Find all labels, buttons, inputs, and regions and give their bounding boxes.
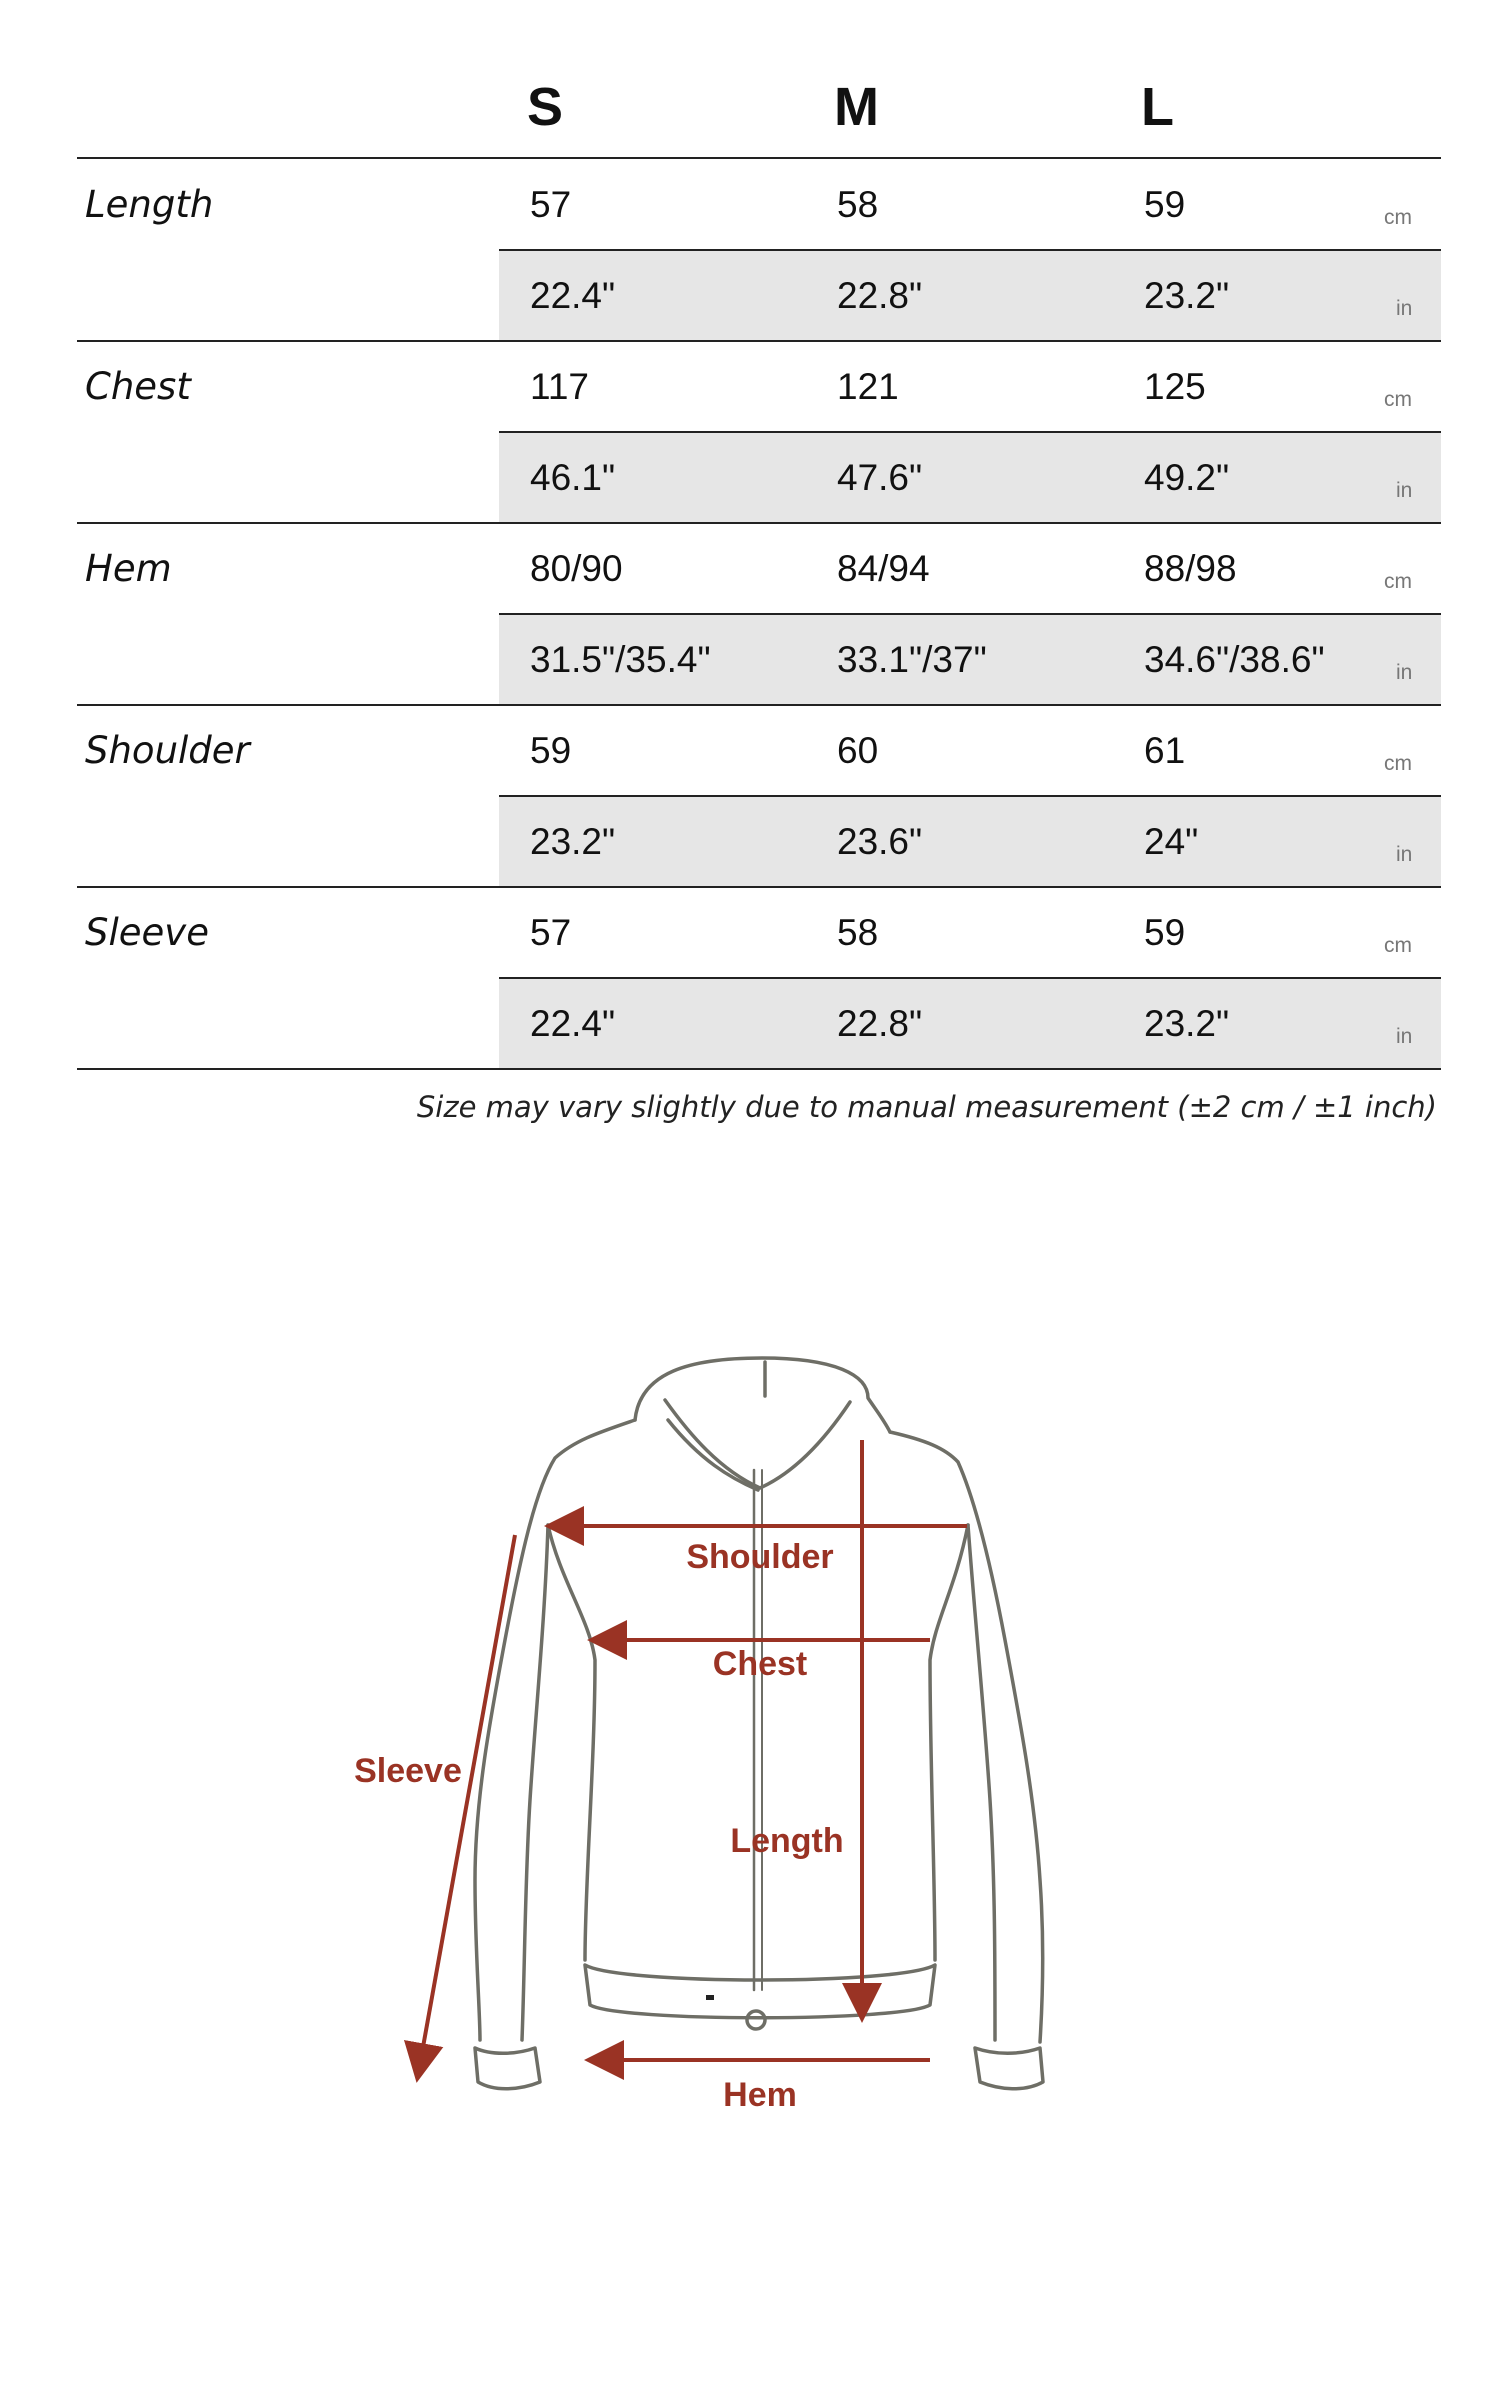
inch-value-l: 49.2"	[1144, 457, 1230, 498]
inch-row-shade	[499, 251, 1441, 340]
cm-value-l: 88/98	[1144, 548, 1237, 589]
inch-value-l: 23.2"	[1144, 275, 1230, 316]
inch-value-s: 46.1"	[530, 457, 616, 498]
cm-value-l: 61	[1144, 730, 1186, 771]
inch-value-m: 22.8"	[837, 1003, 923, 1044]
size-header-s: S	[527, 77, 564, 137]
table-top-divider	[77, 157, 1441, 159]
unit-cm: cm	[1384, 934, 1412, 957]
hem-label: Hem	[723, 2076, 797, 2114]
hoodie-measurement-diagram	[0, 1300, 1500, 2150]
inch-row-shade	[499, 979, 1441, 1068]
measure-label: Chest	[85, 365, 191, 408]
unit-cm: cm	[1384, 570, 1412, 593]
measure-label: Length	[85, 183, 214, 226]
cm-value-s: 117	[530, 366, 589, 407]
group-divider	[77, 886, 1441, 888]
inch-row-shade	[499, 433, 1441, 522]
cm-value-s: 57	[530, 184, 572, 225]
right-body-side	[930, 1525, 968, 1960]
hood-opening	[665, 1400, 850, 1488]
right-cuff	[975, 2048, 1043, 2089]
measure-label: Shoulder	[85, 729, 250, 772]
measure-label: Hem	[85, 547, 172, 590]
cm-value-m: 84/94	[837, 548, 930, 589]
shoulder-label: Shoulder	[686, 1538, 834, 1576]
zipper-pull	[747, 2011, 765, 2029]
cm-value-s: 57	[530, 912, 572, 953]
length-label: Length	[730, 1822, 844, 1860]
left-cuff	[475, 2048, 540, 2089]
cm-value-l: 59	[1144, 184, 1186, 225]
unit-in: in	[1396, 297, 1413, 320]
cm-value-m: 60	[837, 730, 879, 771]
sleeve-arrow	[418, 1535, 515, 2075]
size-header-m: M	[834, 77, 879, 137]
right-sleeve-outline	[890, 1432, 1043, 2042]
cm-value-l: 59	[1144, 912, 1186, 953]
inch-value-m: 33.1"/37"	[837, 639, 987, 680]
hood-outline	[635, 1358, 890, 1432]
inch-value-l: 24"	[1144, 821, 1199, 862]
measurement-note: Size may vary slightly due to manual measurement (±2 cm / ±1 inch)	[416, 1090, 1437, 1124]
unit-in: in	[1396, 843, 1413, 866]
inch-value-m: 22.8"	[837, 275, 923, 316]
cm-value-s: 59	[530, 730, 572, 771]
left-sleeve-outline	[475, 1420, 635, 2040]
cm-value-m: 58	[837, 184, 879, 225]
unit-in: in	[1396, 661, 1413, 684]
unit-cm: cm	[1384, 206, 1412, 229]
size-header-l: L	[1141, 77, 1174, 137]
inch-value-m: 47.6"	[837, 457, 923, 498]
inch-value-l: 23.2"	[1144, 1003, 1230, 1044]
left-body-side	[548, 1525, 595, 1960]
cm-value-s: 80/90	[530, 548, 623, 589]
group-divider	[77, 704, 1441, 706]
chest-label: Chest	[712, 1645, 808, 1683]
inch-value-s: 23.2"	[530, 821, 616, 862]
unit-cm: cm	[1384, 752, 1412, 775]
inch-value-s: 31.5"/35.4"	[530, 639, 711, 680]
zipper-tab	[706, 1995, 714, 2000]
left-inner-sleeve	[522, 1525, 548, 2040]
cm-value-m: 58	[837, 912, 879, 953]
inch-value-s: 22.4"	[530, 1003, 616, 1044]
unit-in: in	[1396, 1025, 1413, 1048]
inch-value-m: 23.6"	[837, 821, 923, 862]
inch-value-s: 22.4"	[530, 275, 616, 316]
measure-label: Sleeve	[85, 911, 209, 954]
cm-value-l: 125	[1144, 366, 1206, 407]
hoodie-outline	[475, 1358, 1043, 2089]
group-divider	[77, 522, 1441, 524]
group-divider	[77, 340, 1441, 342]
sleeve-label: Sleeve	[354, 1752, 462, 1790]
table-bottom-divider	[77, 1068, 1441, 1070]
hem-band	[585, 1965, 935, 2018]
unit-in: in	[1396, 479, 1413, 502]
right-inner-sleeve	[968, 1525, 995, 2040]
inch-row-shade	[499, 797, 1441, 886]
cm-value-m: 121	[837, 366, 899, 407]
unit-cm: cm	[1384, 388, 1412, 411]
inch-value-l: 34.6"/38.6"	[1144, 639, 1325, 680]
